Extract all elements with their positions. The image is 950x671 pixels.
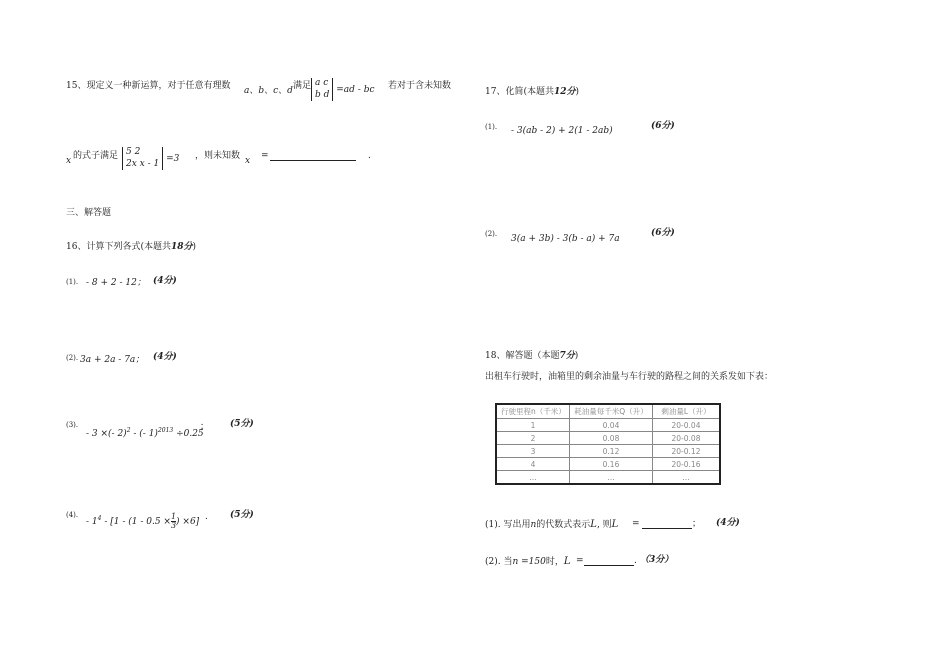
q16-p4-expr bbox=[86, 513, 199, 530]
q15-period: . bbox=[368, 151, 371, 161]
q16-p2-label: (2). bbox=[66, 354, 79, 362]
det-row1: a c bbox=[315, 78, 329, 88]
q15-text-c: 若对于含未知数 bbox=[388, 81, 452, 91]
table-header-consumption: 耗油量每千米Q（升） bbox=[570, 404, 653, 419]
q18-p1-n: n bbox=[530, 520, 537, 530]
q17-p2-expr: 3(a + 3b) - 3(b - a) + 7a bbox=[511, 234, 620, 244]
q18-p2-answer-blank[interactable] bbox=[584, 557, 634, 569]
q16-p4-label: (4). bbox=[66, 511, 79, 519]
q17-title bbox=[485, 88, 579, 97]
q18-title-end: ) bbox=[574, 351, 579, 361]
q16-title bbox=[66, 243, 196, 252]
q18-p2-L: L bbox=[563, 556, 571, 567]
q18-p1-text-c: , 则 bbox=[596, 520, 612, 530]
q16-title-text: 16、计算下列各式(本题共 bbox=[66, 242, 171, 252]
p3-exponent-2: 2013 bbox=[157, 427, 174, 434]
p3-part-c: ÷0.25 bbox=[173, 429, 204, 439]
q15-text-e: ，则未知数 bbox=[195, 151, 241, 161]
q18-p2-text-b: 时， bbox=[545, 557, 564, 567]
p4-part-a: - 1 bbox=[86, 517, 98, 527]
table-cell: 0.04 bbox=[570, 419, 653, 432]
q15-text-b: 满足 bbox=[293, 81, 312, 91]
table-cell: 0.16 bbox=[570, 458, 653, 471]
table-row bbox=[496, 471, 720, 485]
q18-p2 bbox=[485, 557, 571, 567]
q17-title-end: ) bbox=[575, 87, 580, 97]
q16-p4-score: (5分) bbox=[230, 510, 254, 520]
q18-p1 bbox=[485, 520, 618, 530]
q18-p1-L2: L bbox=[611, 519, 619, 530]
q16-score: 18分 bbox=[170, 242, 193, 252]
q16-p3-label: (3). bbox=[66, 421, 79, 429]
q17-p1-score: (6分) bbox=[651, 121, 675, 131]
table-cell: … bbox=[653, 471, 721, 485]
q15-equals: = bbox=[261, 151, 269, 161]
section-3-heading: 三、解答题 bbox=[66, 208, 112, 218]
q16-p1-score: (4分) bbox=[153, 276, 177, 286]
q15-determinant-2 bbox=[122, 147, 179, 170]
q18-p2-score: （3分） bbox=[640, 555, 674, 565]
q16-title-end: ) bbox=[192, 242, 197, 252]
q15-determinant bbox=[311, 78, 375, 101]
q16-p3-score: (5分) bbox=[230, 419, 254, 429]
q18-p1-semicolon: ； bbox=[692, 519, 702, 529]
det-row2: b d bbox=[315, 89, 330, 100]
p3-exponent-1: 2 bbox=[126, 427, 131, 434]
table-row bbox=[496, 445, 720, 458]
q18-p2-n: n =150 bbox=[512, 557, 546, 567]
table-cell: 3 bbox=[496, 445, 570, 458]
p4-part-b: - [1 - (1 - 0.5 × bbox=[101, 517, 171, 527]
table-cell: 1 bbox=[496, 419, 570, 432]
table-header-row bbox=[496, 404, 720, 419]
q17-p1-expr: - 3(ab - 2) + 2(1 - 2ab) bbox=[511, 126, 613, 136]
q15-vars: a、b、c、d bbox=[244, 86, 293, 96]
table-row bbox=[496, 432, 720, 445]
p3-part-a: - 3 ×(- 2) bbox=[86, 429, 127, 439]
q17-title-text: 17、化简(本题共 bbox=[485, 87, 554, 97]
q17-score: 12分 bbox=[553, 87, 576, 97]
q18-p1-text-a: (1). 写出用 bbox=[485, 520, 531, 530]
table-header-mileage: 行驶里程n（千米） bbox=[496, 404, 570, 419]
q15-x: x bbox=[66, 156, 72, 166]
p4-exponent: 4 bbox=[97, 515, 102, 522]
det-definition: =ad - bc bbox=[336, 85, 375, 96]
q16-p4-period: . bbox=[205, 512, 208, 522]
q16-p2-expr: 3a + 2a - 7a； bbox=[80, 355, 145, 365]
det2-row2: 2x x - 1 bbox=[126, 158, 160, 169]
q16-p1-label: (1). bbox=[66, 278, 79, 286]
det2-equals: =3 bbox=[166, 154, 180, 165]
q18-p1-answer-blank[interactable] bbox=[642, 520, 692, 532]
table-row bbox=[496, 419, 720, 432]
q18-title-text: 18、解答题（本题 bbox=[485, 351, 560, 361]
q18-p1-text-b: 的代数式表示 bbox=[536, 520, 591, 530]
q16-p2-score: (4分) bbox=[153, 352, 177, 362]
q18-p1-score: (4分) bbox=[716, 518, 740, 528]
q18-p2-text-a: (2). 当 bbox=[485, 557, 513, 567]
table-cell: 20-0.08 bbox=[653, 432, 721, 445]
table-cell: 20-0.12 bbox=[653, 445, 721, 458]
q18-title bbox=[485, 352, 578, 361]
q15-x2: x bbox=[245, 156, 251, 166]
q15-text-a: 15、现定义一种新运算，对于任意有理数 bbox=[66, 81, 231, 91]
q18-description: 出租车行驶时，油箱里的剩余油量与车行驶的路程之间的关系发如下表： bbox=[485, 372, 774, 382]
q15-answer-blank[interactable] bbox=[270, 152, 356, 164]
table-cell: 0.12 bbox=[570, 445, 653, 458]
mileage-fuel-table bbox=[495, 403, 721, 485]
p4-denominator: 3 bbox=[170, 521, 177, 530]
table-cell: … bbox=[496, 471, 570, 485]
q18-score: 7分 bbox=[559, 351, 575, 361]
q18-p2-equals: = bbox=[576, 556, 584, 566]
q18-p1-L: L bbox=[590, 519, 597, 530]
table-cell: 4 bbox=[496, 458, 570, 471]
q17-p2-label: (2). bbox=[485, 230, 498, 238]
table-cell: … bbox=[570, 471, 653, 485]
table-cell: 20-0.04 bbox=[653, 419, 721, 432]
q15-text-d: 的式子满足 bbox=[73, 151, 119, 161]
q18-p2-period: . bbox=[634, 556, 637, 566]
p4-part-c: ) ×6] bbox=[176, 517, 200, 527]
table-header-remaining: 剩油量L（升） bbox=[653, 404, 721, 419]
table-cell: 20-0.16 bbox=[653, 458, 721, 471]
q17-p2-score: (6分) bbox=[651, 228, 675, 238]
table-cell: 0.08 bbox=[570, 432, 653, 445]
table-row bbox=[496, 458, 720, 471]
q16-p1-expr: - 8 + 2 - 12； bbox=[86, 278, 146, 288]
table-cell: 2 bbox=[496, 432, 570, 445]
p3-part-b: - (- 1) bbox=[130, 429, 158, 439]
q18-p1-equals: = bbox=[632, 519, 640, 529]
q17-p1-label: (1). bbox=[485, 123, 498, 131]
det2-row1: 5 2 bbox=[126, 147, 141, 157]
p4-numerator: 1 bbox=[170, 512, 177, 521]
q16-p3-expr bbox=[86, 428, 204, 439]
q16-p3-semicolon: ； bbox=[200, 422, 210, 432]
q15-line1 bbox=[66, 82, 230, 91]
